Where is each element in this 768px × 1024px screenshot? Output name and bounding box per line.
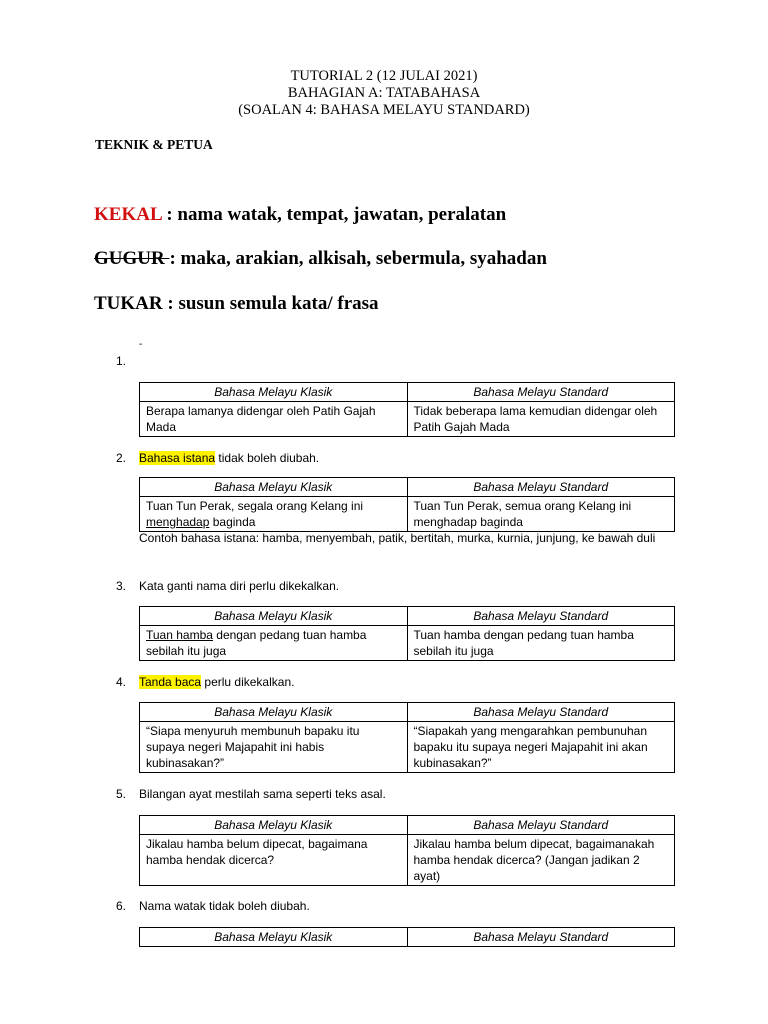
item-3-table bbox=[139, 606, 675, 661]
subheading: TEKNIK & PETUA bbox=[95, 137, 213, 152]
item-5-note: Bilangan ayat mestilah sama seperti teks asal. bbox=[139, 787, 386, 801]
item-1-standard: Tidak beberapa lama kemudian didengar oleh Patih Gajah Mada bbox=[407, 402, 675, 437]
rule-gugur bbox=[94, 248, 547, 270]
item-3-klasik bbox=[140, 626, 408, 661]
item-4-number: 4. bbox=[116, 675, 127, 689]
item-2-contoh: Contoh bahasa istana: hamba, menyembah, patik, bertitah, murka, kurnia, junjung, ke bawah duli bbox=[139, 531, 656, 545]
item-4-klasik: “Siapa menyuruh membunuh bapaku itu supaya negeri Majapahit ini habis kubinasakan?” bbox=[140, 722, 408, 773]
item-3-number: 3. bbox=[116, 579, 127, 593]
header-standard: Bahasa Melayu Standard bbox=[407, 607, 675, 626]
title-line-1: TUTORIAL 2 (12 JULAI 2021) bbox=[290, 68, 478, 84]
header-klasik: Bahasa Melayu Klasik bbox=[140, 383, 408, 402]
item-2-number: 2. bbox=[116, 451, 127, 465]
rule-kekal-text: : nama watak, tempat, jawatan, peralatan bbox=[161, 204, 507, 225]
item-6-table bbox=[139, 927, 675, 947]
item-4-standard: “Siapakah yang mengarahkan pembunuhan bapaku itu supaya negeri Majapahit ini akan kubinasakan?” bbox=[407, 722, 675, 773]
header-klasik: Bahasa Melayu Klasik bbox=[140, 607, 408, 626]
header-standard: Bahasa Melayu Standard bbox=[407, 816, 675, 835]
header-klasik: Bahasa Melayu Klasik bbox=[140, 816, 408, 835]
item-6-note: Nama watak tidak boleh diubah. bbox=[139, 899, 310, 913]
item-2-note bbox=[139, 451, 319, 465]
item-2-note-rest: tidak boleh diubah. bbox=[215, 451, 320, 465]
header-standard: Bahasa Melayu Standard bbox=[407, 478, 675, 497]
header-standard: Bahasa Melayu Standard bbox=[407, 703, 675, 722]
item-2-table bbox=[139, 477, 675, 532]
header-standard: Bahasa Melayu Standard bbox=[407, 928, 675, 947]
item-4-note bbox=[139, 675, 294, 689]
title-line-2: BAHAGIAN A: TATABAHASA bbox=[287, 85, 481, 101]
item-2-klasik-underline: menghadap bbox=[146, 515, 210, 529]
item-5-table bbox=[139, 815, 675, 886]
rule-gugur-text: : maka, arakian, alkisah, sebermula, syahadan bbox=[169, 248, 547, 269]
header-klasik: Bahasa Melayu Klasik bbox=[140, 478, 408, 497]
header-klasik: Bahasa Melayu Klasik bbox=[140, 928, 408, 947]
item-1-table bbox=[139, 382, 675, 437]
item-5-standard: Jikalau hamba belum dipecat, bagaimanakah hamba hendak dicerca? (Jangan jadikan 2 ayat) bbox=[407, 835, 675, 886]
item-3-klasik-underline: Tuan hamba bbox=[146, 628, 213, 642]
item-6-number: 6. bbox=[116, 899, 127, 913]
item-3-note: Kata ganti nama diri perlu dikekalkan. bbox=[139, 579, 340, 593]
document-title bbox=[0, 68, 768, 119]
rule-gugur-keyword: GUGUR bbox=[94, 248, 170, 269]
item-4-note-rest: perlu dikekalkan. bbox=[201, 675, 295, 689]
item-1-klasik: Berapa lamanya didengar oleh Patih Gajah Mada bbox=[140, 402, 408, 437]
item-5-klasik: Jikalau hamba belum dipecat, bagaimana hamba hendak dicerca? bbox=[140, 835, 408, 886]
item-3-klasik-post: dengan pedang tuan hamba sebilah itu juga bbox=[146, 628, 367, 658]
rule-kekal bbox=[94, 204, 506, 226]
item-2-klasik bbox=[140, 497, 408, 532]
header-klasik: Bahasa Melayu Klasik bbox=[140, 703, 408, 722]
item-2-klasik-pre: Tuan Tun Perak, segala orang Kelang ini bbox=[146, 499, 364, 513]
title-line-3: (SOALAN 4: BAHASA MELAYU STANDARD) bbox=[238, 102, 530, 118]
item-1-number: 1. bbox=[116, 354, 127, 368]
item-4-highlight: Tanda baca bbox=[139, 675, 202, 689]
rule-kekal-keyword: KEKAL bbox=[94, 204, 162, 225]
stray-dash: - bbox=[139, 339, 143, 350]
item-2-standard: Tuan Tun Perak, semua orang Kelang ini menghadap baginda bbox=[407, 497, 675, 532]
item-5-number: 5. bbox=[116, 787, 127, 801]
item-2-klasik-post: baginda bbox=[209, 515, 256, 529]
header-standard: Bahasa Melayu Standard bbox=[407, 383, 675, 402]
rule-tukar-keyword: TUKAR bbox=[94, 293, 163, 314]
item-4-table bbox=[139, 702, 675, 773]
rule-tukar bbox=[94, 293, 379, 315]
rule-tukar-text: : susun semula kata/ frasa bbox=[162, 293, 379, 314]
item-3-standard: Tuan hamba dengan pedang tuan hamba sebilah itu juga bbox=[407, 626, 675, 661]
item-2-highlight: Bahasa istana bbox=[139, 451, 216, 465]
